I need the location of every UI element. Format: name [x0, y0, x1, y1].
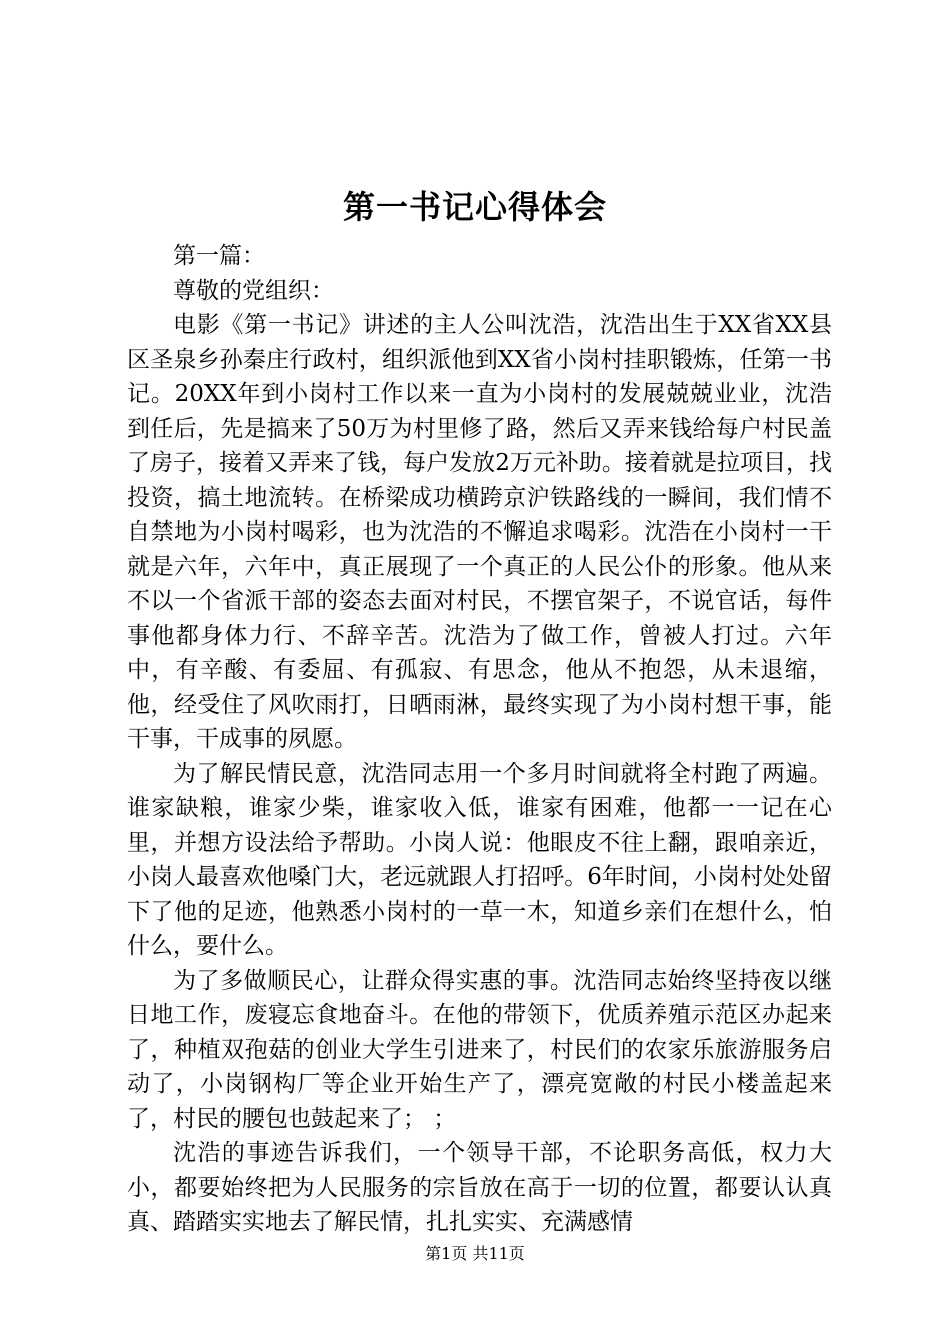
body-paragraph: 电影《第一书记》讲述的主人公叫沈浩，沈浩出生于XX省XX县区圣泉乡孙秦庄行政村，组织派他到XX省小岗村挂职锻炼，任第一书记。20XX年到小岗村工作以来一直为小岗村的发展兢兢业业，沈浩到任后，先是搞来了50万为村里修了路，然后又弄来钱给每户村民盖了房子，接着又弄来了钱，每户发放2万元补助。接着就是拉项目，找投资，搞土地流转。在桥梁成功横跨京沪铁路线的一瞬间，我们情不自禁地为小岗村喝彩，也为沈浩的不懈追求喝彩。沈浩在小岗村一干就是六年，六年中，真正展现了一个真正的人民公仆的形象。他从来不以一个省派干部的姿态去面对村民，不摆官架子，不说官话，每件事他都身体力行、不辞辛苦。沈浩为了做工作，曾被人打过。六年中，有辛酸、有委屈、有孤寂、有思念，他从不抱怨，从未退缩，他，经受住了风吹雨打，日晒雨淋，最终实现了为小岗村想干事，能干事，干成事的夙愿。	[127, 312, 832, 752]
body-paragraph: 为了解民情民意，沈浩同志用一个多月时间就将全村跑了两遍。谁家缺粮，谁家少柴，谁家收入低，谁家有困难，他都一一记在心里，并想方设法给予帮助。小岗人说：他眼皮不往上翻，跟咱亲近，小岗人最喜欢他嗓门大，老远就跟人打招呼。6年时间，小岗村处处留下了他的足迹，他熟悉小岗村的一草一木，知道乡亲们在想什么，怕什么，要什么。	[127, 760, 832, 959]
salutation: 尊敬的党组织：	[173, 277, 334, 304]
document-title: 第一书记心得体会	[342, 188, 607, 226]
section-heading: 第一篇：	[173, 243, 265, 269]
body-paragraph: 为了多做顺民心，让群众得实惠的事。沈浩同志始终坚持夜以继日地工作，废寝忘食地奋斗。在他的带领下，优质养殖示范区办起来了，种植双孢菇的创业大学生引进来了，村民们的农家乐旅游服务启动了，小岗钢构厂等企业开始生产了，漂亮宽敞的村民小楼盖起来了，村民的腰包也鼓起来了； ；	[127, 967, 832, 1132]
page-footer: 第1页 共11页	[425, 1244, 525, 1263]
document-body	[127, 239, 832, 1240]
body-paragraph: 沈浩的事迹告诉我们，一个领导干部，不论职务高低，权力大小，都要始终把为人民服务的宗旨放在高于一切的位置，都要认认真真、踏踏实实地去了解民情，扎扎实实、充满感情	[127, 1140, 832, 1235]
